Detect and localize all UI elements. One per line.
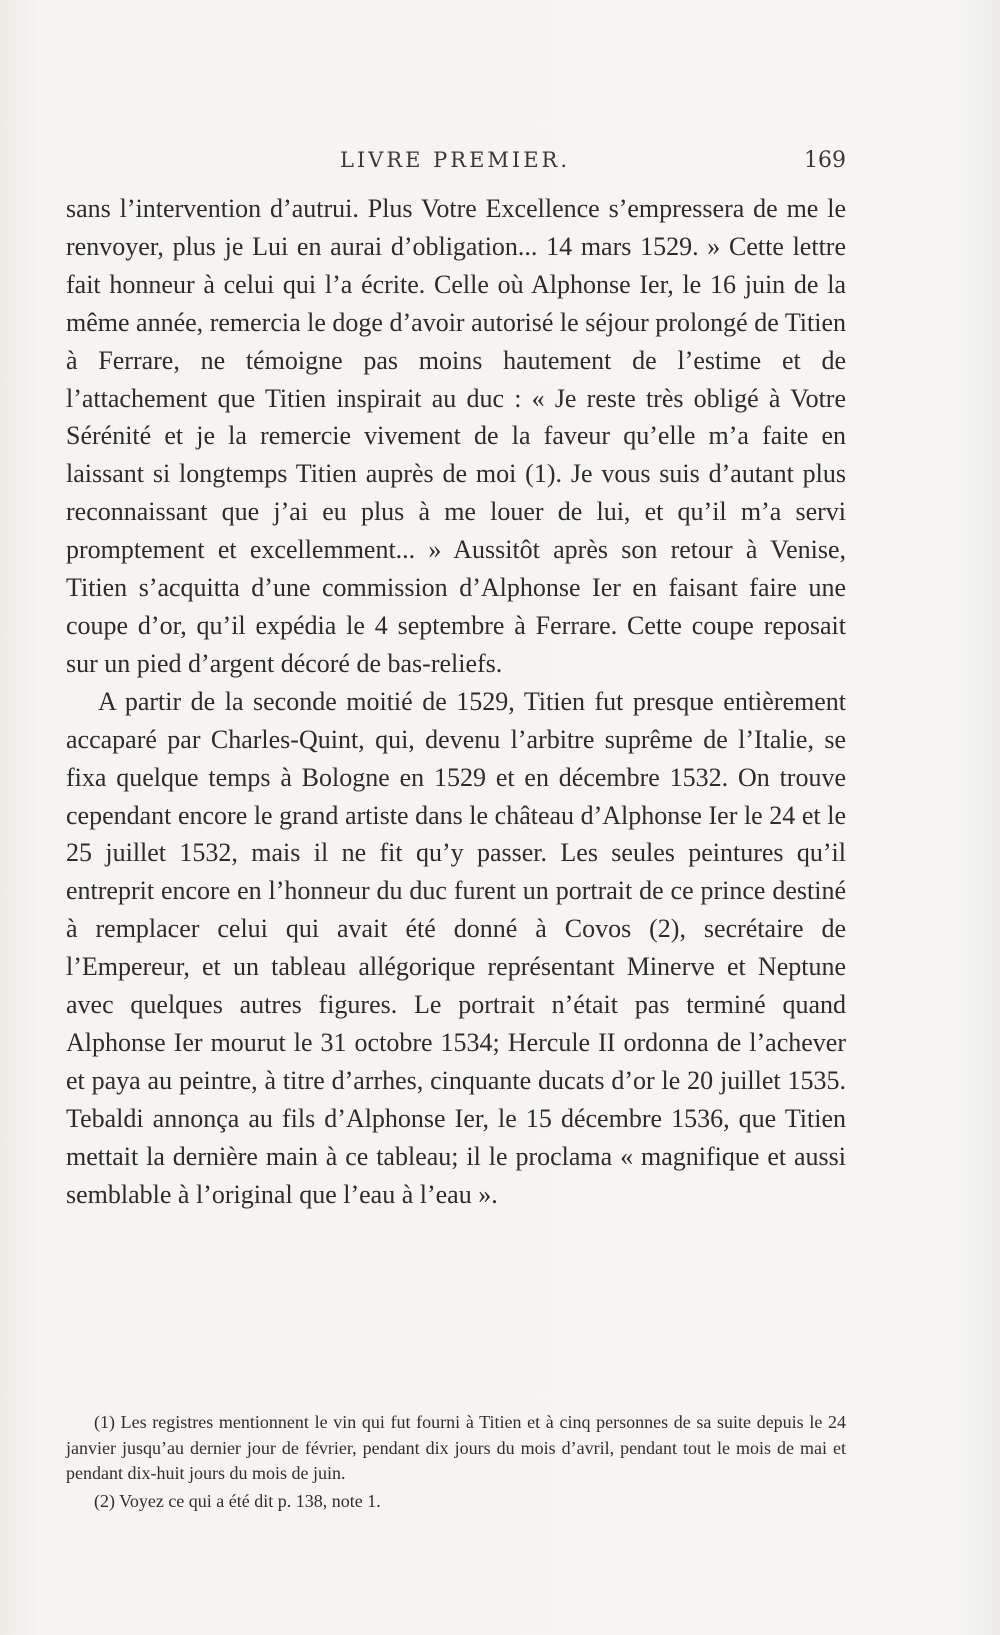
page-number: 169 [804, 148, 846, 173]
page-header [64, 148, 846, 178]
footnote: (2) Voyez ce qui a été dit p. 138, note 1. [94, 1490, 381, 1511]
footnotes [66, 1410, 846, 1514]
paragraph: sans l’intervention d’autrui. Plus Votre Excellence s’empressera de me le renvoyer, plus je Lui en aurai d’obligation... 14 mars 1529. » Cette lettre fait honneur à celui qui l’a écrite. Celle où Alphonse Ier, le 16 juin de la même année, remercia le doge d’avoir autorisé le séjour prolongé de Titien à Ferrare, ne témoigne pas moins hautement de l’estime et de l’attachement que Titien inspirait au duc : « Je reste très obligé à Votre Sérénité et je la remercie vivement de la faveur qu’elle m’a faite en laissant si longtemps Titien auprès de moi (1). Je vous suis d’autant plus reconnaissant que j’ai eu plus à me louer de lui, et qu’il m’a servi promptement et excellemment... » Aussitôt après son retour à Venise, Titien s’acquitta d’une commission d’Alphonse Ier en faisant faire une coupe d’or, qu’il expédia le 4 septembre à Ferrare. Cette coupe reposait sur un pied d’argent décoré de bas-reliefs. [66, 194, 846, 678]
footnote: (1) Les registres mentionnent le vin qui fut fourni à Titien et à cinq personnes de sa suite depuis le 24 janvier jusqu’au dernier jour de février, pendant dix jours du mois d’avril, pendant tout le mois de mai et pendant dix-huit jours du mois de juin. [66, 1412, 846, 1483]
running-title: LIVRE PREMIER. [339, 148, 571, 172]
paragraph: A partir de la seconde moitié de 1529, Titien fut presque entièrement accaparé par Charles-Quint, qui, devenu l’arbitre suprême de l’Italie, se fixa quelque temps à Bologne en 1529 et en décembre 1532. On trouve cependant encore le grand artiste dans le château d’Alphonse Ier le 24 et le 25 juillet 1532, mais il ne fit qu’y passer. Les seules peintures qu’il entreprit encore en l’honneur du duc furent un portrait de ce prince destiné à remplacer celui qui avait été donné à Covos (2), secrétaire de l’Empereur, et un tableau allégorique représentant Minerve et Neptune avec quelques autres figures. Le portrait n’était pas terminé quand Alphonse Ier mourut le 31 octobre 1534; Hercule II ordonna de l’achever et paya au peintre, à titre d’arrhes, cinquante ducats d’or le 20 juillet 1535. Tebaldi annonça au fils d’Alphonse Ier, le 15 décembre 1536, que Titien mettait la dernière main à ce tableau; il le proclama « magnifique et aussi semblable à l’original que l’eau à l’eau ». [66, 686, 846, 1209]
main-text [66, 190, 846, 1213]
